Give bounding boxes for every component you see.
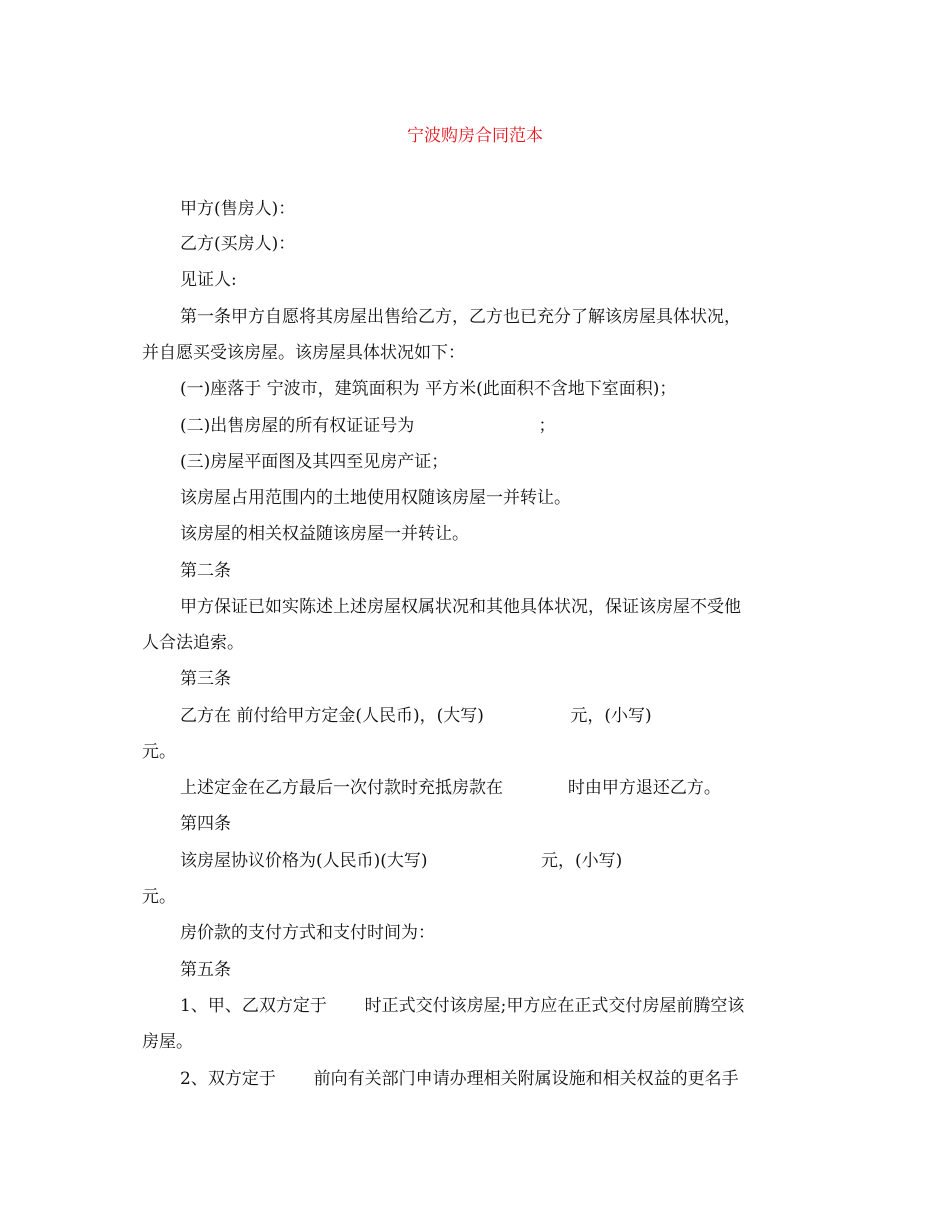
article-1-line-2: 并自愿买受该房屋。该房屋具体状况如下： bbox=[142, 343, 465, 363]
rights-line: 该房屋的相关权益随该房屋一并转让。 bbox=[180, 524, 469, 544]
article-2-heading: 第二条 bbox=[180, 561, 231, 581]
price-line-2: 元。 bbox=[142, 887, 176, 907]
clause-1-2: (二)出售房屋的所有权证证号为 ； bbox=[180, 416, 556, 436]
witness-line: 见证人: bbox=[180, 270, 237, 290]
article-4-heading: 第四条 bbox=[180, 814, 231, 834]
party-b-line: 乙方(买房人)： bbox=[180, 234, 296, 254]
document-title: 宁波购房合同范本 bbox=[407, 126, 543, 146]
article-2-line-1: 甲方保证已如实陈述上述房屋权属状况和其他具体状况，保证该房屋不受他 bbox=[180, 597, 741, 617]
party-a-line: 甲方(售房人)： bbox=[180, 199, 296, 219]
article-2-line-2: 人合法追索。 bbox=[142, 633, 244, 653]
clause-1-3: (三)房屋平面图及其四至见房产证； bbox=[180, 452, 449, 472]
article-5-heading: 第五条 bbox=[180, 960, 231, 980]
article-3-heading: 第三条 bbox=[180, 669, 231, 689]
clause-1-1: (一)座落于 宁波市，建筑面积为 平方米(此面积不含地下室面积)； bbox=[180, 379, 677, 399]
article-1-line-1: 第一条甲方自愿将其房屋出售给乙方，乙方也已充分了解该房屋具体状况， bbox=[180, 307, 741, 327]
article-5-clause-1-line-2: 房屋。 bbox=[142, 1032, 193, 1052]
price-line-1: 该房屋协议价格为(人民币)(大写) 元，(小写) bbox=[180, 851, 623, 871]
deposit-line-2: 元。 bbox=[142, 742, 176, 762]
article-5-clause-1-line-1: 1、甲、乙双方定于 时正式交付该房屋;甲方应在正式交付房屋前腾空该 bbox=[180, 996, 745, 1016]
payment-method-line: 房价款的支付方式和支付时间为： bbox=[180, 923, 435, 943]
deposit-line-1: 乙方在 前付给甲方定金(人民币)，(大写) 元，(小写) bbox=[180, 706, 652, 726]
land-use-line: 该房屋占用范围内的土地使用权随该房屋一并转让。 bbox=[180, 488, 571, 508]
deposit-refund-line: 上述定金在乙方最后一次付款时充抵房款在 时由甲方退还乙方。 bbox=[180, 778, 721, 798]
article-5-clause-2-line-1: 2、双方定于 前向有关部门申请办理相关附属设施和相关权益的更名手 bbox=[180, 1069, 739, 1089]
